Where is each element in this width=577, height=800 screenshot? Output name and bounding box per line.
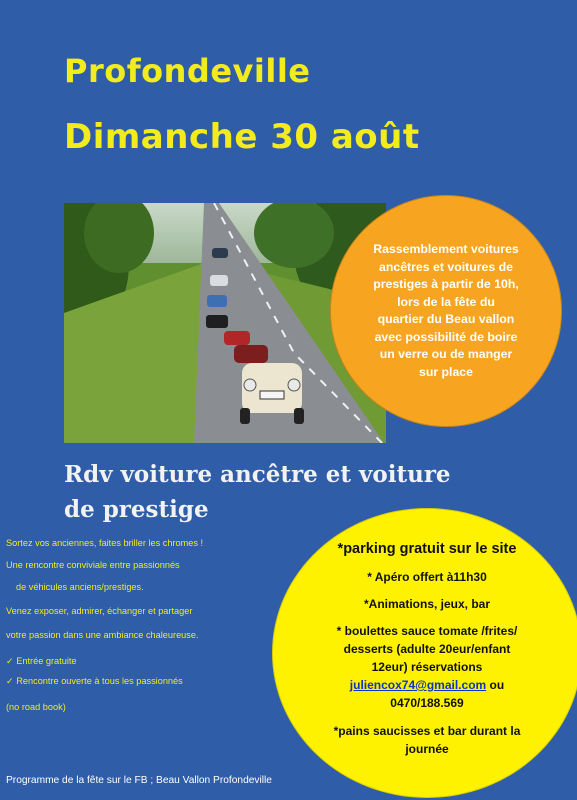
- checklist-item: ✓ Rencontre ouverte à tous les passionnés: [6, 676, 183, 686]
- phone-number: 0470/188.569: [390, 696, 464, 710]
- food-info-line: * boulettes sauce tomate /frites/: [336, 624, 518, 638]
- checklist-item: ✓ Entrée gratuite: [6, 656, 77, 666]
- parking-info: *parking gratuit sur le site: [337, 541, 517, 557]
- invitation-line: de véhicules anciens/prestiges.: [16, 582, 144, 592]
- invitation-line: votre passion dans une ambiance chaleureuse.: [6, 630, 199, 640]
- invitation-line: Sortez vos anciennes, faites briller les chromes !: [6, 538, 204, 548]
- footer-note: Programme de la fête sur le FB ; Beau Vallon Profondeville: [6, 775, 272, 786]
- page-title-town: Profondeville: [64, 52, 311, 90]
- program-yellow-circle: [272, 508, 577, 798]
- food-info-line: 12eur) réservations: [371, 660, 483, 674]
- email-link[interactable]: juliencox74@gmail.com: [349, 678, 487, 692]
- invitation-line: Une rencontre conviviale entre passionnés: [6, 560, 180, 570]
- food-info-line: desserts (adulte 20eur/enfant: [343, 642, 511, 656]
- event-heading: Rdv voiture ancêtre et voiture de prestige: [64, 461, 451, 523]
- contact-line: [273, 678, 577, 692]
- event-info-orange-circle: [330, 195, 562, 427]
- invitation-note: (no road book): [6, 702, 66, 712]
- apero-info: * Apéro offert à11h30: [367, 570, 487, 584]
- bread-info-line: *pains saucisses et bar durant la: [333, 724, 521, 738]
- email-suffix: ou: [486, 678, 505, 692]
- event-info-text: Rassemblement voitures ancêtres et voitures de prestiges à partir de 10h, lors de la fête du quartier du Beau vallon avec possibilité de boire un verre ou de manger sur place: [373, 242, 519, 379]
- animations-info: *Animations, jeux, bar: [363, 597, 491, 611]
- invitation-line: Venez exposer, admirer, échanger et partager: [6, 606, 193, 616]
- bread-info-line: journée: [405, 742, 449, 756]
- page-title-date: Dimanche 30 août: [64, 117, 420, 157]
